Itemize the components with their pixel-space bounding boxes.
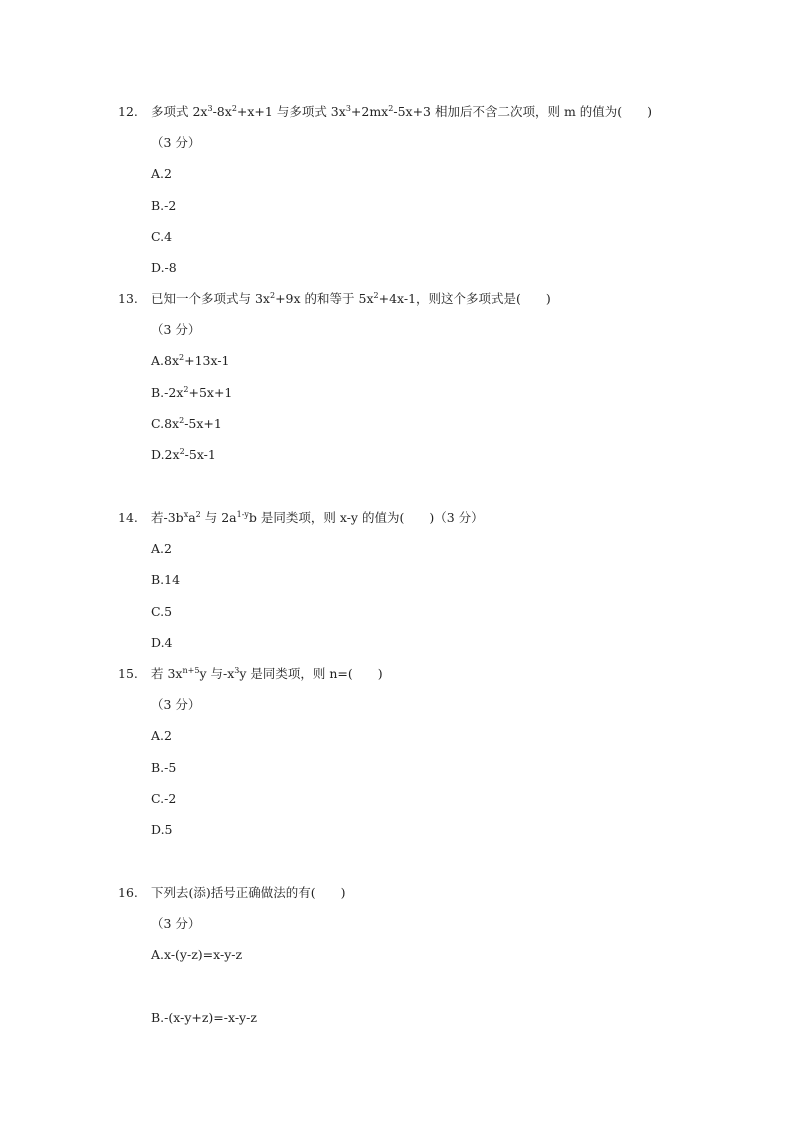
- question-text: 已知一个多项式与 $3x^2+9x$ 的和等于 $5x^2+4x-1$，则这个多项式是( ): [151, 291, 551, 306]
- option-a: A.2: [151, 166, 172, 181]
- option-b: B.-2: [151, 198, 177, 213]
- question-stem: [118, 508, 758, 528]
- question-12: [118, 102, 758, 275]
- question-score: （3 分）: [151, 916, 201, 931]
- question-number: 12.: [118, 104, 138, 119]
- option-b: B.14: [151, 572, 181, 587]
- question-text: 多项式 $2x^3-8x^2+x+1$ 与多项式 $3x^3+2mx^2-5x+3$ 相加后不含二次项，则 m 的值为( ): [151, 104, 653, 119]
- question-13: [118, 289, 758, 462]
- option-c: C.5: [151, 604, 173, 619]
- question-number: 14.: [118, 510, 138, 525]
- option-a: A.2: [151, 541, 172, 556]
- option-d: D.-8: [151, 260, 177, 275]
- option-c: C.4: [151, 229, 173, 244]
- question-score: （3 分）: [151, 322, 201, 337]
- option-b: B.-(x-y+z)=-x-y-z: [151, 1010, 257, 1025]
- question-stem: [118, 102, 758, 122]
- option-a: A.x-(y-z)=x-y-z: [151, 947, 243, 962]
- question-score: （3 分）: [151, 697, 201, 712]
- option-d: $D.2x^2-5x-1$: [151, 447, 216, 462]
- question-number: 15.: [118, 666, 138, 681]
- question-text: 下列去(添)括号正确做法的有( ): [151, 885, 346, 900]
- option-a: A.2: [151, 728, 172, 743]
- question-stem: [118, 289, 758, 309]
- question-stem: [118, 883, 758, 903]
- question-number: 13.: [118, 291, 138, 306]
- option-a: $A.8x^2+13x-1$: [151, 353, 230, 368]
- question-text: 若$-3b^xa^2$ 与 $2a^{1-y}b$ 是同类项，则 x-y 的值为( )（3 分）: [151, 510, 484, 525]
- question-15: [118, 664, 758, 837]
- option-b: $B.-2x^2+5x+1$: [151, 385, 233, 400]
- question-14: [118, 508, 758, 650]
- option-c: $C.8x^2-5x+1$: [151, 416, 222, 431]
- option-c: C.-2: [151, 791, 177, 806]
- question-number: 16.: [118, 885, 138, 900]
- option-b: B.-5: [151, 760, 177, 775]
- question-text: 若 $3x^{n+5}y$ 与$-x^3y$ 是同类项，则 n=( ): [151, 666, 383, 681]
- question-16: [118, 883, 758, 1025]
- option-d: D.4: [151, 635, 173, 650]
- question-score: （3 分）: [151, 135, 201, 150]
- option-d: D.5: [151, 822, 173, 837]
- question-stem: [118, 664, 758, 684]
